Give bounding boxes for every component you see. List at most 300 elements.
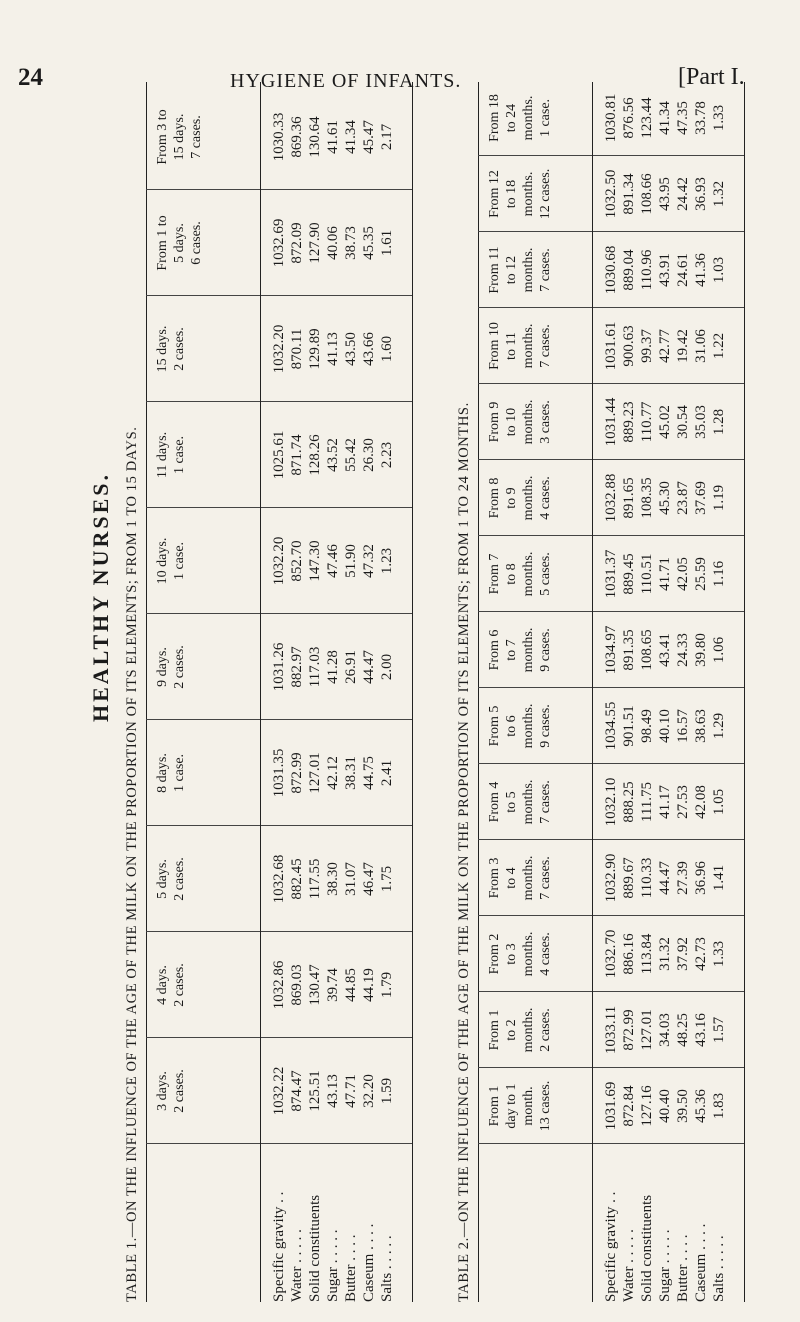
column-header-line: to 7 [504,639,519,661]
column-header-line: 4 cases. [538,476,553,520]
main-title: HEALTHY NURSES. [88,472,113,722]
table-cell: 27.53 [675,785,691,819]
table-column [154,190,396,296]
table-cell: 872.84 [621,1085,637,1127]
row-label: Specific gravity . . [271,1191,287,1302]
column-header [486,308,586,384]
table-cell: 43.95 [657,177,673,211]
table-cell: 35.03 [693,405,709,439]
table-cell: 41.61 [325,120,341,154]
column-header-line: From 12 [487,170,502,218]
column-divider [146,401,412,402]
column-header-line: 10 days. [155,537,170,585]
table-cell: 44.47 [361,650,377,684]
table-cell: 2.23 [379,441,395,469]
table-cell: 1032.69 [271,218,287,268]
column-header-line: From 18 [487,94,502,142]
column-header [154,932,254,1038]
table-cell: 25.59 [693,557,709,591]
column-header [486,764,586,840]
table-cell: 882.97 [289,646,305,688]
table-cell: 27.39 [675,861,691,895]
table-cell: 1.06 [711,636,727,664]
table-cell: 32.20 [361,1074,377,1108]
column-values [602,916,728,992]
table-cell: 876.56 [621,97,637,139]
column-header-line: 5 cases. [538,552,553,596]
table-column [154,1038,396,1144]
table-cell: 1025.61 [271,430,287,480]
table-cell: 38.31 [343,756,359,790]
column-values [270,508,396,614]
table-cell: 44.47 [657,861,673,895]
table-cell: 42.77 [657,329,673,363]
table-cell: 34.03 [657,1013,673,1047]
table-cell: 113.84 [639,933,655,975]
column-divider [146,507,412,508]
table-cell: 886.16 [621,933,637,975]
table-cell: 889.67 [621,857,637,899]
table-cell: 1032.10 [603,777,619,827]
column-header-line: 6 cases. [189,221,204,265]
table-column [154,932,396,1038]
table-cell: 31.06 [693,329,709,363]
table-cell: 47.46 [325,544,341,578]
column-values [270,402,396,508]
table-cell: 872.99 [621,1009,637,1051]
table-cell: 39.74 [325,968,341,1002]
table-cell: 869.03 [289,964,305,1006]
column-header-line: to 3 [504,943,519,965]
column-values [602,232,728,308]
table-1-top-rule [146,82,147,1302]
column-values [602,764,728,840]
table-cell: 37.69 [693,481,709,515]
table-cell: 24.42 [675,177,691,211]
column-header-line: 2 cases. [172,963,187,1007]
table-cell: 44.75 [361,756,377,790]
table-cell: 128.26 [307,434,323,476]
table-cell: 45.30 [657,481,673,515]
column-divider [478,459,744,460]
table-cell: 147.30 [307,540,323,582]
column-header-line: 2 cases. [172,1069,187,1113]
table-cell: 38.30 [325,862,341,896]
table-cell: 108.66 [639,173,655,215]
column-header-line: 7 cases. [538,248,553,292]
column-header-line: months. [521,779,536,825]
column-header-line: to 12 [504,255,519,285]
column-header-line: to 6 [504,715,519,737]
table-cell: 41.13 [325,332,341,366]
table-cell: 38.63 [693,709,709,743]
column-header-line: From 9 [487,401,502,443]
table-cell: 127.01 [307,752,323,794]
column-header [154,84,254,190]
column-header-line: From 4 [487,781,502,823]
table-cell: 33.78 [693,101,709,135]
table-cell: 2.17 [379,123,395,151]
column-header [486,156,586,232]
table-cell: 1.83 [711,1092,727,1120]
table-1 [120,0,460,1322]
table-cell: 1.61 [379,229,395,257]
column-divider [478,307,744,308]
column-values [270,84,396,190]
table-cell: 900.63 [621,325,637,367]
table-cell: 852.70 [289,540,305,582]
column-header [154,296,254,402]
column-header-line: 1 case. [538,98,553,138]
table-cell: 1.33 [711,940,727,968]
column-header-line: 2 cases. [172,645,187,689]
table-cell: 26.91 [343,650,359,684]
table-cell: 1032.20 [271,536,287,586]
table-cell: 19.42 [675,329,691,363]
column-divider [478,383,744,384]
table-column [154,826,396,932]
table-cell: 125.51 [307,1070,323,1112]
table-cell: 1030.33 [271,112,287,162]
table-cell: 1032.90 [603,853,619,903]
column-divider [146,1037,412,1038]
column-values [602,460,728,536]
column-values [602,688,728,764]
table-column [486,156,728,232]
table-cell: 130.47 [307,964,323,1006]
table-cell: 36.93 [693,177,709,211]
table-2-caption: TABLE 2.—ON THE INFLUENCE OF THE AGE OF THE MILK ON THE PROPORTION OF ITS ELEMENTS; FROM 1 TO 24 MONTHS. [456,402,472,1302]
table-cell: 1031.37 [603,549,619,599]
column-values [602,80,728,156]
table-cell: 41.34 [343,120,359,154]
column-header-line: 8 days. [155,753,170,793]
column-header-line: months. [521,931,536,977]
table-cell: 42.12 [325,756,341,790]
column-header [486,384,586,460]
table-cell: 24.33 [675,633,691,667]
column-header-line: to 11 [504,332,519,360]
column-header [154,1038,254,1144]
column-header-line: 7 cases. [538,780,553,824]
table-cell: 41.71 [657,557,673,591]
table-column [154,508,396,614]
table-column [154,84,396,190]
table-cell: 36.96 [693,861,709,895]
table-cell: 1.23 [379,547,395,575]
column-header-line: 2 cases. [172,857,187,901]
table-cell: 41.28 [325,650,341,684]
column-divider [146,931,412,932]
table-column [154,402,396,508]
table-cell: 39.80 [693,633,709,667]
table-cell: 46.47 [361,862,377,896]
table-cell: 47.32 [361,544,377,578]
column-values [602,308,728,384]
table-cell: 2.41 [379,759,395,787]
table-cell: 45.36 [693,1089,709,1123]
table-cell: 1.05 [711,788,727,816]
column-divider [146,719,412,720]
column-header-line: to 2 [504,1019,519,1041]
table-cell: 44.19 [361,968,377,1002]
column-header-line: to 24 [504,103,519,133]
table-cell: 37.92 [675,937,691,971]
running-title: HYGIENE OF INFANTS. [230,70,462,92]
table-2-top-rule [478,82,479,1302]
table-cell: 43.91 [657,253,673,287]
table-cell: 99.37 [639,329,655,363]
column-divider [478,155,744,156]
column-header [486,1068,586,1144]
table-cell: 1031.35 [271,748,287,798]
column-header [154,402,254,508]
table-cell: 110.77 [639,401,655,443]
column-values [270,720,396,826]
table-2-row-labels [602,1192,728,1302]
column-header-line: to 10 [504,407,519,437]
table-cell: 43.66 [361,332,377,366]
column-header [154,614,254,720]
column-header-line: From 1 [487,1085,502,1127]
column-divider [478,915,744,916]
table-cell: 127.16 [639,1085,655,1127]
column-header-line: day to 1 [504,1083,519,1129]
table-cell: 889.23 [621,401,637,443]
table-cell: 1.32 [711,180,727,208]
table-cell: 891.65 [621,477,637,519]
column-header-line: months. [521,703,536,749]
table-cell: 41.36 [693,253,709,287]
header-separator-rule [592,82,593,1302]
table-cell: 108.35 [639,477,655,519]
table-cell: 23.87 [675,481,691,515]
column-header-line: From 5 [487,705,502,747]
column-values [602,536,728,612]
table-cell: 48.25 [675,1013,691,1047]
row-label: Water . . . . . [621,1229,637,1302]
table-cell: 40.06 [325,226,341,260]
column-header [486,536,586,612]
table-cell: 40.40 [657,1089,673,1123]
table-cell: 43.16 [693,1013,709,1047]
table-cell: 1034.55 [603,701,619,751]
column-header-line: months. [521,247,536,293]
table-cell: 127.90 [307,222,323,264]
column-header [486,460,586,536]
table-cell: 1.22 [711,332,727,360]
column-values [602,384,728,460]
row-label: Butter . . . . [675,1234,691,1302]
column-header-line: months. [521,1007,536,1053]
table-cell: 41.17 [657,785,673,819]
column-header [486,612,586,688]
table-cell: 123.44 [639,97,655,139]
table-cell: 117.55 [307,858,323,900]
table-cell: 43.50 [343,332,359,366]
row-label: Caseum . . . . [693,1223,709,1302]
column-header-line: months. [521,627,536,673]
column-header-line: to 4 [504,867,519,889]
table-cell: 871.74 [289,434,305,476]
column-header-line: months. [521,171,536,217]
table-cell: 108.65 [639,629,655,671]
table-cell: 872.09 [289,222,305,264]
column-header-line: months. [521,399,536,445]
table-cell: 889.04 [621,249,637,291]
column-divider [478,1067,744,1068]
column-header-line: From 7 [487,553,502,595]
table-column [486,308,728,384]
table-cell: 45.35 [361,226,377,260]
column-values [602,612,728,688]
column-header-line: months. [521,95,536,141]
table-column [154,614,396,720]
table-cell: 117.03 [307,646,323,688]
column-values [602,156,728,232]
table-cell: 45.47 [361,120,377,154]
table-cell: 1033.11 [603,1005,619,1055]
column-header-line: 1 case. [172,435,187,475]
column-header-line: months. [521,855,536,901]
table-cell: 891.35 [621,629,637,671]
table-1-row-labels [270,1192,396,1302]
table-cell: 889.45 [621,553,637,595]
table-cell: 872.99 [289,752,305,794]
column-header-line: From 2 [487,933,502,975]
table-column [486,688,728,764]
row-label: Water . . . . . [289,1229,305,1302]
column-header-line: From 1 [487,1009,502,1051]
table-column [486,80,728,156]
column-divider [146,613,412,614]
table-cell: 1032.70 [603,929,619,979]
table-cell: 43.52 [325,438,341,472]
column-header-line: From 8 [487,477,502,519]
table-cell: 1032.88 [603,473,619,523]
table-1-caption: TABLE 1.—ON THE INFLUENCE OF THE AGE OF THE MILK ON THE PROPORTION OF ITS ELEMENTS; FROM 1 TO 15 DAYS. [124,426,140,1302]
table-cell: 1.28 [711,408,727,436]
column-header-line: months. [521,551,536,597]
column-values [602,992,728,1068]
column-header-line: to 18 [504,179,519,209]
table-cell: 1032.20 [271,324,287,374]
table-column [154,720,396,826]
column-header-line: 11 days. [155,431,170,479]
column-values [270,614,396,720]
row-label: Sugar . . . . . [325,1229,341,1302]
table-cell: 43.13 [325,1074,341,1108]
table-cell: 1032.86 [271,960,287,1010]
bottom-rule [412,82,413,1302]
row-label: Butter . . . . [343,1234,359,1302]
table-cell: 1030.81 [603,93,619,143]
column-header [154,826,254,932]
table-cell: 55.42 [343,438,359,472]
table-cell: 869.36 [289,116,305,158]
column-header-line: to 9 [504,487,519,509]
column-header-line: From 3 [487,857,502,899]
column-header-line: 5 days. [155,859,170,899]
column-values [270,190,396,296]
row-label: Salts . . . . . [711,1235,727,1302]
table-cell: 42.73 [693,937,709,971]
table-column [486,840,728,916]
column-header-line: 2 cases. [538,1008,553,1052]
table-cell: 1.03 [711,256,727,284]
column-header-line: months. [521,475,536,521]
row-label: Solid constituents [639,1194,655,1302]
table-column [486,992,728,1068]
table-cell: 874.47 [289,1070,305,1112]
table-cell: 1.29 [711,712,727,740]
column-divider [146,825,412,826]
table-cell: 1.57 [711,1016,727,1044]
column-divider [478,839,744,840]
column-header-line: 2 cases. [172,327,187,371]
table-cell: 43.41 [657,633,673,667]
header-separator-rule [260,82,261,1302]
row-label: Salts . . . . . [379,1235,395,1302]
column-header [154,508,254,614]
column-header-line: From 1 to [155,215,170,271]
column-header-line: 15 days. [155,325,170,373]
column-header-line: 12 cases. [538,168,553,220]
table-cell: 1032.50 [603,169,619,219]
table-cell: 1.79 [379,971,395,999]
column-header [486,992,586,1068]
table-cell: 38.73 [343,226,359,260]
page-number: 24 [18,64,43,91]
table-cell: 882.45 [289,858,305,900]
column-header-line: months. [521,323,536,369]
column-header-line: 15 days. [172,113,187,161]
column-values [270,296,396,402]
table-cell: 1034.97 [603,625,619,675]
column-header-line: From 3 to [155,109,170,165]
column-header-line: 1 case. [172,541,187,581]
table-cell: 30.54 [675,405,691,439]
table-cell: 129.89 [307,328,323,370]
table-cell: 51.90 [343,544,359,578]
column-header [486,80,586,156]
table-column [486,764,728,840]
column-header-line: From 11 [487,246,502,294]
table-cell: 1031.44 [603,397,619,447]
table-column [486,460,728,536]
table-cell: 111.75 [639,781,655,823]
row-label: Specific gravity . . [603,1191,619,1302]
column-header-line: 7 cases. [538,324,553,368]
column-header-line: 3 cases. [538,400,553,444]
column-header [486,916,586,992]
table-cell: 110.96 [639,249,655,291]
table-column [486,1068,728,1144]
column-values [270,826,396,932]
column-header-line: to 5 [504,791,519,813]
table-cell: 1031.61 [603,321,619,371]
column-divider [478,611,744,612]
column-header-line: 4 cases. [538,932,553,976]
column-values [270,1038,396,1144]
column-divider [146,189,412,190]
column-header-line: 4 days. [155,965,170,1005]
column-values [602,1068,728,1144]
table-column [486,916,728,992]
table-column [154,296,396,402]
table-cell: 1031.69 [603,1081,619,1131]
table-cell: 1.19 [711,484,727,512]
